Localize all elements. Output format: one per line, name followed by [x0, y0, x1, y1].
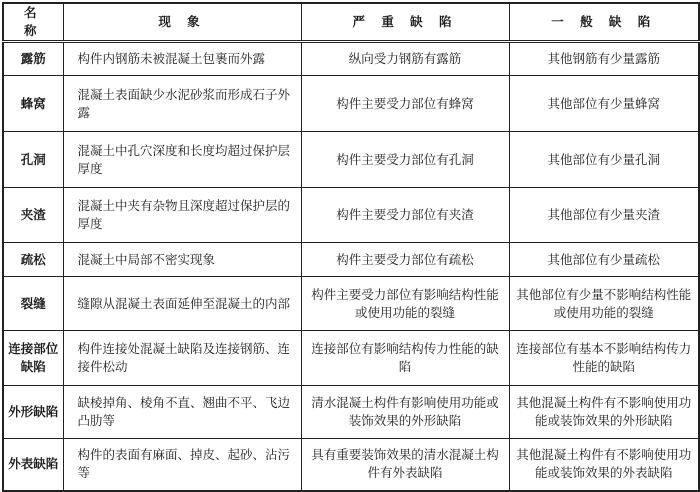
defect-phenomenon: 混凝土中夹有杂物且深度超过保护层的厚度	[63, 188, 301, 243]
defect-general: 其他部位有少量疏松	[509, 243, 699, 277]
defect-name: 疏松	[3, 243, 63, 277]
defect-name: 孔洞	[3, 132, 63, 188]
defect-general: 其他混凝土构件有不影响使用功能或装饰效果的外表缺陷	[509, 439, 699, 491]
defect-phenomenon: 混凝土中孔穴深度和长度均超过保护层厚度	[63, 132, 301, 188]
table-row	[3, 277, 699, 331]
defect-general: 其他部位有少量孔洞	[509, 132, 699, 188]
table-header	[3, 3, 699, 42]
defect-name: 连接部位缺陷	[3, 331, 63, 386]
defect-name: 裂缝	[3, 277, 63, 331]
defect-general: 其他混凝土构件有不影响使用功能或装饰效果的外形缺陷	[509, 386, 699, 439]
defect-severe: 纵向受力钢筋有露筋	[301, 42, 509, 76]
table-body	[3, 42, 699, 491]
defect-phenomenon: 缝隙从混凝土表面延伸至混凝土的内部	[63, 277, 301, 331]
defect-severe: 构件主要受力部位有疏松	[301, 243, 509, 277]
header-severe: 严 重 缺 陷	[301, 3, 509, 42]
defect-severe: 具有重要装饰效果的清水混凝土构件有外表缺陷	[301, 439, 509, 491]
defect-name: 露筋	[3, 42, 63, 76]
table-row	[3, 188, 699, 243]
table-row	[3, 386, 699, 439]
table-row	[3, 42, 699, 76]
defect-table-container	[2, 2, 698, 482]
table-row	[3, 76, 699, 132]
defect-severe: 构件主要受力部位有孔洞	[301, 132, 509, 188]
defect-name: 夹渣	[3, 188, 63, 243]
header-general: 一 般 缺 陷	[509, 3, 699, 42]
defect-severe: 清水混凝土构件有影响使用功能或装饰效果的外形缺陷	[301, 386, 509, 439]
defect-phenomenon: 构件内钢筋未被混凝土包裹而外露	[63, 42, 301, 76]
defect-phenomenon: 混凝土表面缺少水泥砂浆而形成石子外露	[63, 76, 301, 132]
defect-severe: 构件主要受力部位有蜂窝	[301, 76, 509, 132]
defect-name: 蜂窝	[3, 76, 63, 132]
defect-name: 外形缺陷	[3, 386, 63, 439]
table-row	[3, 132, 699, 188]
table-row	[3, 331, 699, 386]
defect-general: 其他部位有少量蜂窝	[509, 76, 699, 132]
header-row	[3, 3, 699, 42]
defect-name: 外表缺陷	[3, 439, 63, 491]
defect-general: 其他部位有少量夹渣	[509, 188, 699, 243]
table-row	[3, 439, 699, 491]
defect-phenomenon: 混凝土中局部不密实现象	[63, 243, 301, 277]
defect-phenomenon: 构件连接处混凝土缺陷及连接钢筋、连接件松动	[63, 331, 301, 386]
table-row	[3, 243, 699, 277]
defect-phenomenon: 构件的表面有麻面、掉皮、起砂、沾污等	[63, 439, 301, 491]
header-phenomenon: 现 象	[63, 3, 301, 42]
concrete-defect-table	[2, 2, 700, 492]
defect-severe: 连接部位有影响结构传力性能的缺陷	[301, 331, 509, 386]
defect-general: 其他钢筋有少量露筋	[509, 42, 699, 76]
defect-severe: 构件主要受力部位有影响结构性能或使用功能的裂缝	[301, 277, 509, 331]
defect-phenomenon: 缺棱掉角、棱角不直、翘曲不平、飞边凸肋等	[63, 386, 301, 439]
defect-general: 连接部位有基本不影响结构传力性能的缺陷	[509, 331, 699, 386]
defect-severe: 构件主要受力部位有夹渣	[301, 188, 509, 243]
header-name: 名 称	[3, 3, 63, 42]
defect-general: 其他部位有少量不影响结构性能或使用功能的裂缝	[509, 277, 699, 331]
